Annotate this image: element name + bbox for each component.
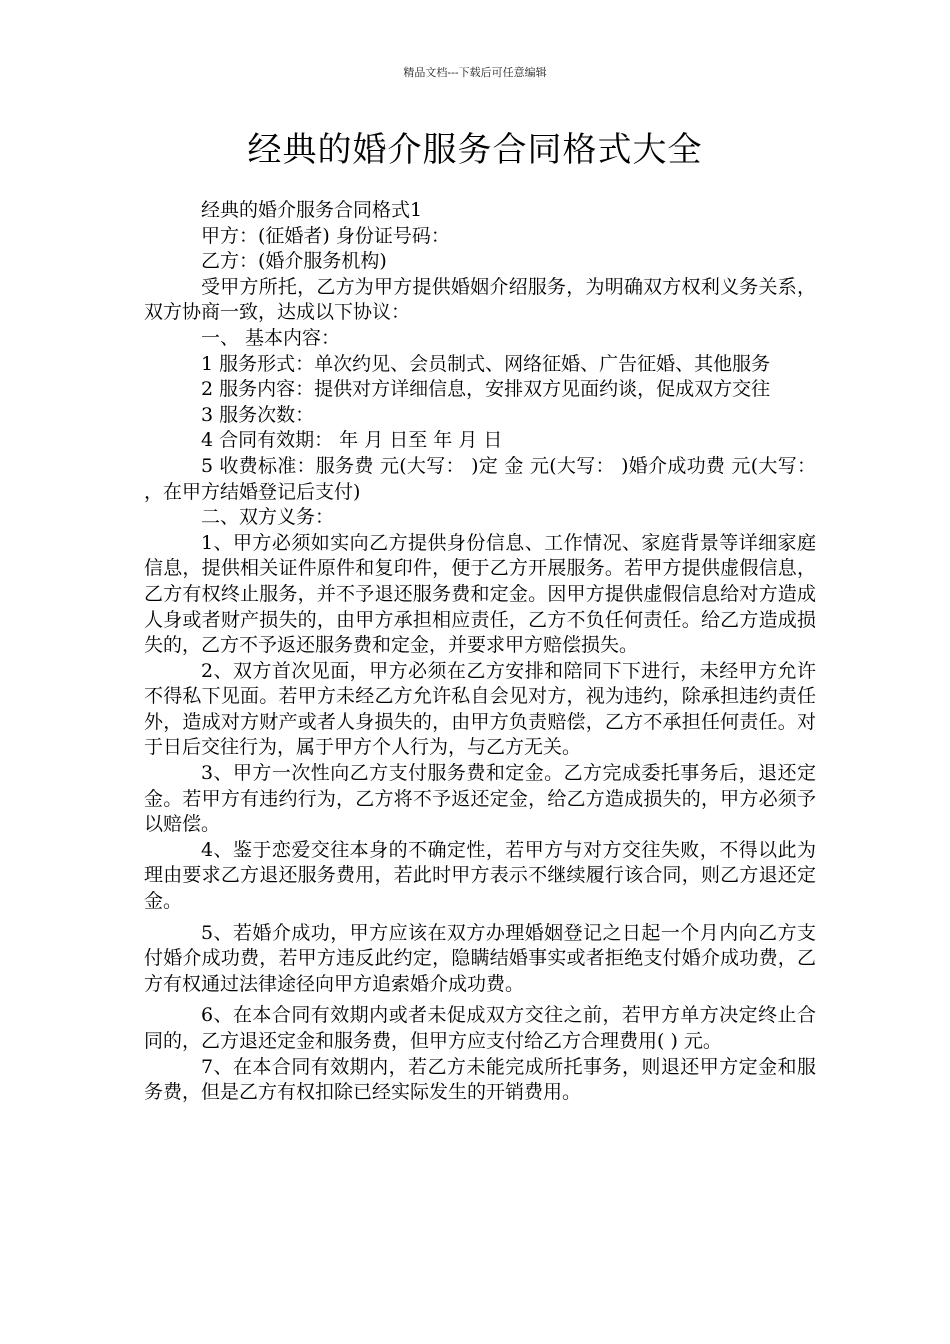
obligations-heading: 二、双方义务： (201, 506, 335, 529)
basic-content-heading: 一、 基本内容： (201, 326, 341, 349)
header-note: 精品文档---下载后可任意编辑 (403, 66, 547, 79)
party-a-line: 甲方：(征婚者) 身份证号码： (201, 224, 450, 247)
section-heading: 经典的婚介服务合同格式1 (201, 199, 423, 221)
obligation-clause: 6、在本合同有效期内或者未促成双方交往之前，若甲方单方决定终止合同的，乙方退还定金和服务费，但甲方应支付给乙方合理费用( ) 元。 (144, 1004, 816, 1052)
document-title: 经典的婚介服务合同格式大全 (247, 130, 703, 170)
obligation-clause: 2、双方首次见面，甲方必须在乙方安排和陪同下下进行，未经甲方允许不得私下见面。若甲方未经乙方允许私自会见对方，视为违约，除承担违约责任外，造成对方财产或者人身损失的，由甲方负责赔偿，乙方不承担任何责任。对于日后交往行为，属于甲方个人行为，与乙方无关。 (144, 659, 816, 759)
service-form-item: 1 服务形式：单次约见、会员制式、网络征婚、广告征婚、其他服务 (201, 352, 771, 375)
obligation-clause: 1、甲方必须如实向乙方提供身份信息、工作情况、家庭背景等详细家庭信息，提供相关证件原件和复印件，便于乙方开展服务。若甲方提供虚假信息，乙方有权终止服务，并不予退还服务费和定金。因甲方提供虚假信息给对方造成人身或者财产损失的，由甲方承担相应责任，乙方不负任何责任。给乙方造成损失的，乙方不予返还服务费和定金，并要求甲方赔偿损失。 (144, 531, 816, 657)
preamble-paragraph: 受甲方所托，乙方为甲方提供婚姻介绍服务，为明确双方权利义务关系，双方协商一致，达成以下协议： (144, 275, 816, 324)
obligation-clause: 3、甲方一次性向乙方支付服务费和定金。乙方完成委托事务后，退还定金。若甲方有违约行为，乙方将不予返还定金，给乙方造成损失的，甲方必须予以赔偿。 (144, 762, 816, 836)
validity-period-item: 4 合同有效期： 年 月 日至 年 月 日 (201, 429, 503, 452)
obligation-clause: 4、鉴于恋爱交往本身的不确定性，若甲方与对方交往失败，不得以此为理由要求乙方退还服务费用，若此时甲方表示不继续履行该合同，则乙方退还定金。 (144, 838, 816, 913)
document-body (144, 198, 816, 1106)
party-b-line: 乙方：(婚介服务机构) (201, 250, 387, 273)
fee-standard-item: 5 收费标准：服务费 元(大写： )定 金 元(大写： )婚介成功费 元(大写： ，在甲方结婚登记后支付) (144, 454, 816, 503)
service-count-item: 3 服务次数： (201, 403, 315, 426)
obligation-clause: 7、在本合同有效期内，若乙方未能完成所托事务，则退还甲方定金和服务费，但是乙方有权扣除已经实际发生的开销费用。 (144, 1055, 816, 1104)
obligation-clause: 5、若婚介成功，甲方应该在双方办理婚姻登记之日起一个月内向乙方支付婚介成功费，若甲方违反此约定，隐瞒结婚事实或者拒绝支付婚介成功费，乙方有权通过法律途径向甲方追索婚介成功费。 (144, 921, 816, 995)
service-content-item: 2 服务内容：提供对方详细信息，安排双方见面约谈，促成双方交往 (201, 378, 771, 401)
